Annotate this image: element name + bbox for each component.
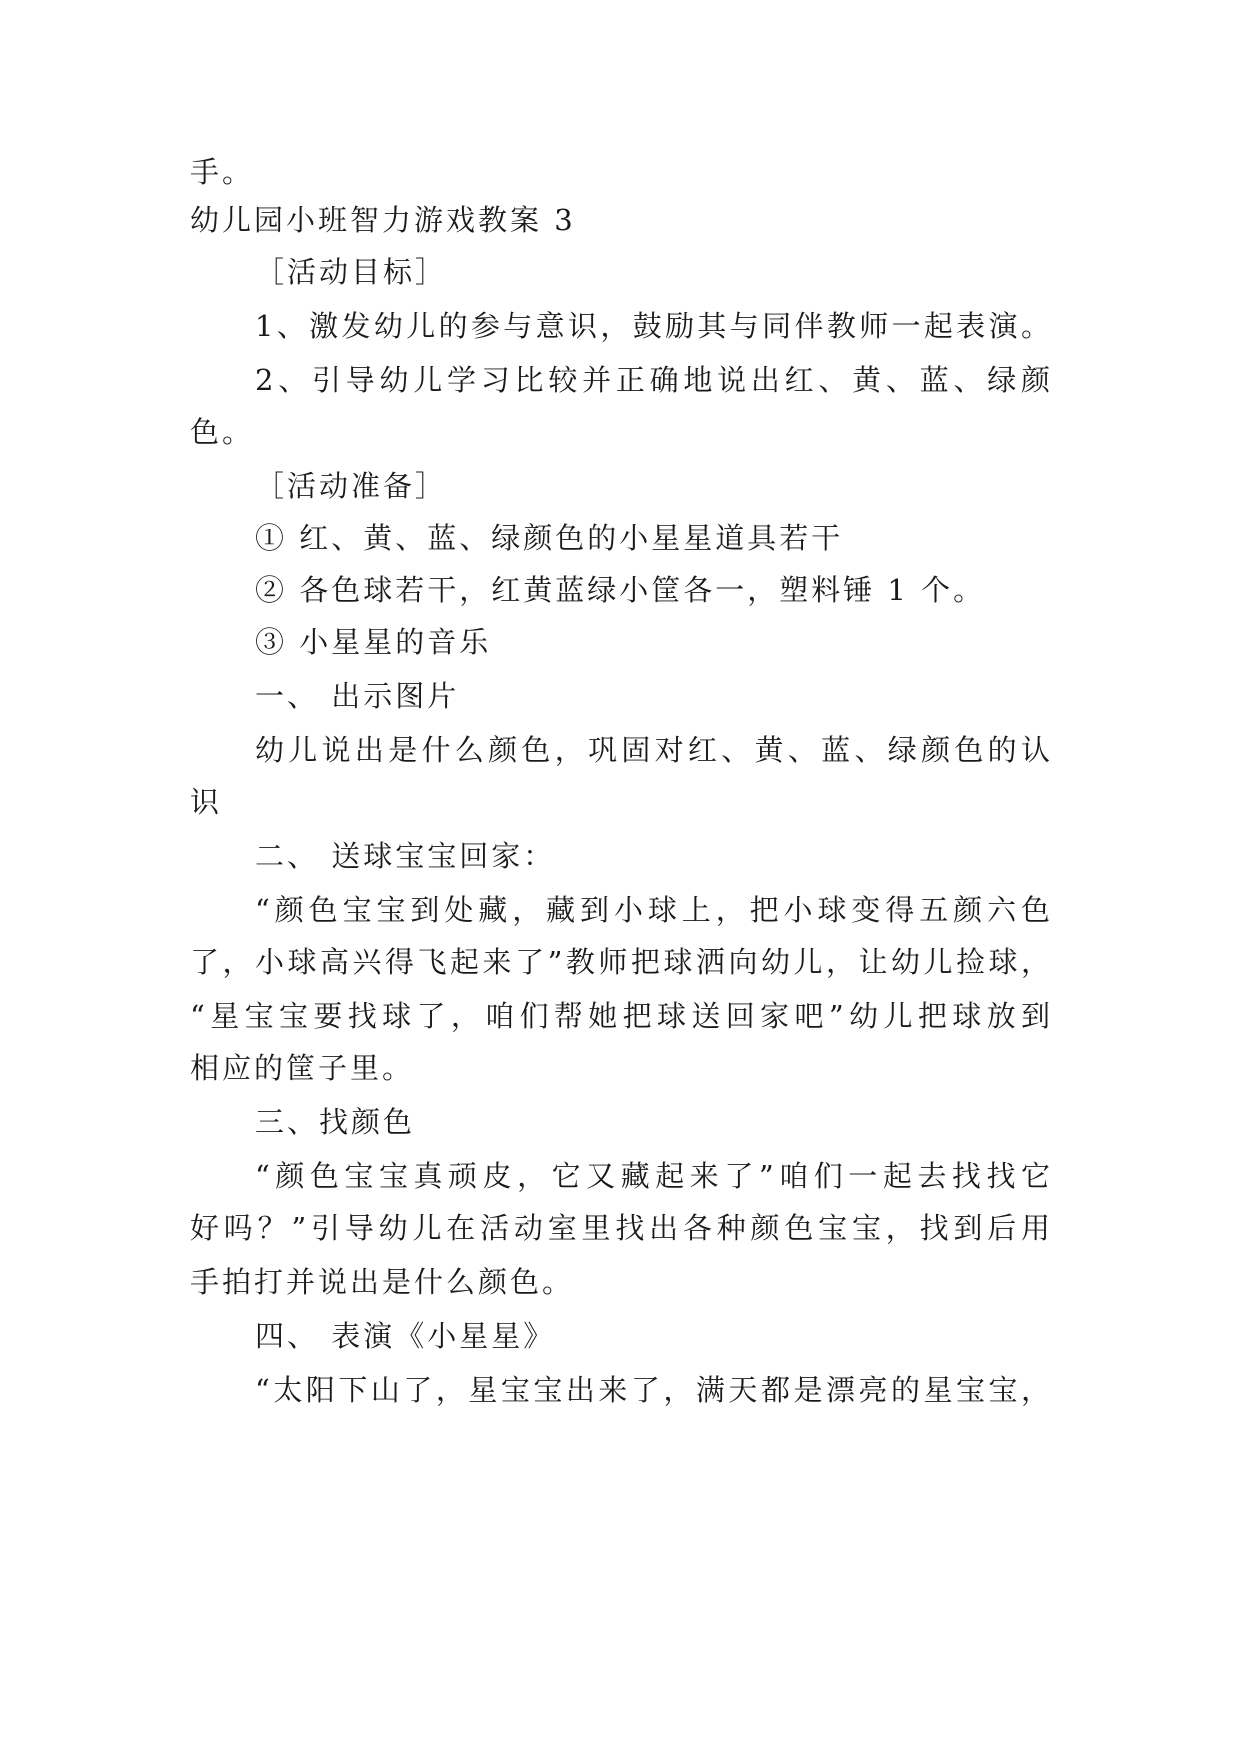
section-title: 幼儿园小班智力游戏教案 3 (190, 203, 576, 237)
text-line: 2、引导幼儿学习比较并正确地说出红、黄、蓝、绿颜 (255, 363, 1050, 397)
step-heading: 二、 送球宝宝回家： (255, 839, 556, 873)
list-item: ③ 小星星的音乐 (255, 625, 492, 659)
text-line: 色。 (190, 415, 255, 449)
section-heading: ［活动目标］ (255, 255, 448, 289)
text-line: 1、激发幼儿的参与意识，鼓励其与同伴教师一起表演。 (255, 309, 1050, 343)
list-item: ① 红、黄、蓝、绿颜色的小星星道具若干 (255, 521, 844, 555)
list-item: ② 各色球若干，红黄蓝绿小筐各一，塑料锤 1 个。 (255, 573, 986, 607)
text-line: 好吗？”引导幼儿在活动室里找出各种颜色宝宝，找到后用 (190, 1211, 1050, 1245)
text-line: 相应的筐子里。 (190, 1051, 415, 1085)
text-line: 了，小球高兴得飞起来了”教师把球洒向幼儿，让幼儿捡球， (190, 945, 1050, 979)
step-heading: 一、 出示图片 (255, 679, 460, 713)
text-line: 识 (190, 785, 223, 819)
text-line: 手。 (190, 155, 255, 189)
step-heading: 三、找颜色 (255, 1105, 416, 1139)
section-heading: ［活动准备］ (255, 469, 448, 503)
text-line: “颜色宝宝到处藏，藏到小球上，把小球变得五颜六色 (255, 893, 1050, 927)
text-line: “颜色宝宝真顽皮，它又藏起来了”咱们一起去找找它 (255, 1159, 1050, 1193)
step-heading: 四、 表演《小星星》 (255, 1319, 556, 1353)
text-line: “星宝宝要找球了，咱们帮她把球送回家吧”幼儿把球放到 (190, 999, 1050, 1033)
text-line: 幼儿说出是什么颜色，巩固对红、黄、蓝、绿颜色的认 (255, 733, 1050, 767)
text-line: 手拍打并说出是什么颜色。 (190, 1265, 575, 1299)
text-line: “太阳下山了，星宝宝出来了，满天都是漂亮的星宝宝， (255, 1373, 1050, 1407)
